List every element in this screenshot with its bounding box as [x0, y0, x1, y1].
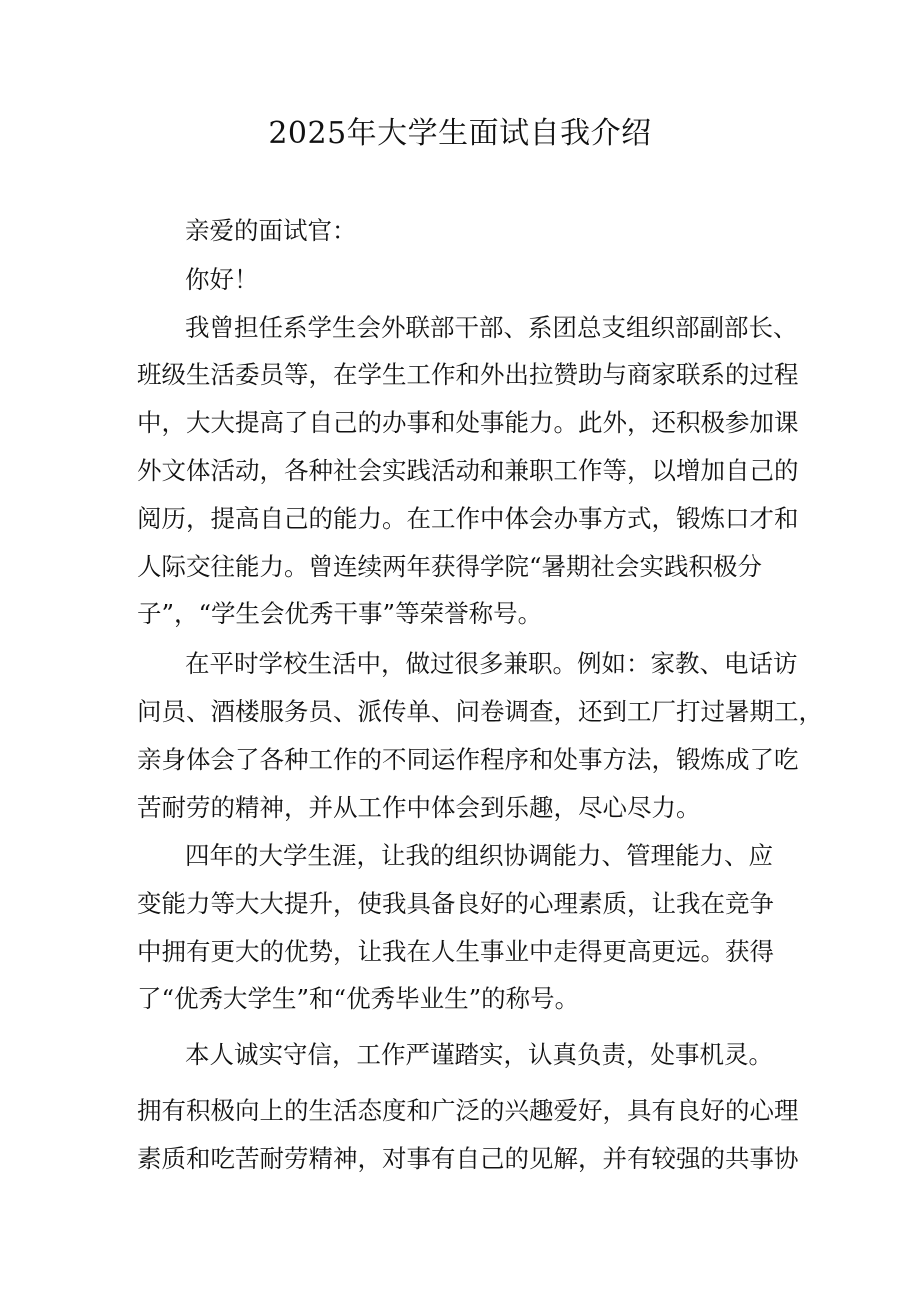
salutation-line: 你好！ — [185, 265, 259, 294]
paragraph-1-line-4: 外文体活动，各种社会实践活动和兼职工作等，以增加自己的 — [137, 456, 799, 485]
document-title: 2025年大学生面试自我介绍 — [268, 116, 652, 151]
paragraph-1-line-3: 中，大大提高了自己的办事和处事能力。此外，还积极参加课 — [137, 408, 799, 437]
paragraph-2-line-2: 问员、酒楼服务员、派传单、问卷调查，还到工厂打过暑期工， — [137, 697, 823, 726]
paragraph-1-line-6: 人际交往能力。曾连续两年获得学院“暑期社会实践积极分 — [137, 552, 763, 581]
paragraph-1-line-5: 阅历，提高自己的能力。在工作中体会办事方式，锻炼口才和 — [137, 504, 799, 533]
paragraph-3-line-2: 变能力等大大提升，使我具备良好的心理素质，让我在竞争 — [137, 889, 774, 918]
greeting-line: 亲爱的面试官： — [185, 216, 357, 245]
paragraph-2-line-3: 亲身体会了各种工作的不同运作程序和处事方法，锻炼成了吃 — [137, 745, 799, 774]
paragraph-1-line-2: 班级生活委员等，在学生工作和外出拉赞助与商家联系的过程 — [137, 360, 799, 389]
paragraph-4-line-2: 拥有积极向上的生活态度和广泛的兴趣爱好，具有良好的心理 — [137, 1096, 799, 1125]
paragraph-3-line-4: 了“优秀大学生”和“优秀毕业生”的称号。 — [137, 984, 580, 1013]
paragraph-3-line-1: 四年的大学生涯，让我的组织协调能力、管理能力、应 — [185, 841, 773, 870]
paragraph-1-line-1: 我曾担任系学生会外联部干部、系团总支组织部副部长、 — [185, 313, 798, 342]
paragraph-4-line-3: 素质和吃苦耐劳精神，对事有自己的见解，并有较强的共事协 — [137, 1144, 799, 1173]
paragraph-2-line-4: 苦耐劳的精神，并从工作中体会到乐趣，尽心尽力。 — [137, 793, 701, 822]
paragraph-4-line-1: 本人诚实守信，工作严谨踏实，认真负责，处事机灵。 — [185, 1040, 773, 1069]
paragraph-3-line-3: 中拥有更大的优势，让我在人生事业中走得更高更远。获得 — [137, 937, 774, 966]
paragraph-1-line-7: 子”，“学生会优秀干事”等荣誉称号。 — [137, 599, 543, 628]
paragraph-2-line-1: 在平时学校生活中，做过很多兼职。例如：家教、电话访 — [185, 649, 798, 678]
